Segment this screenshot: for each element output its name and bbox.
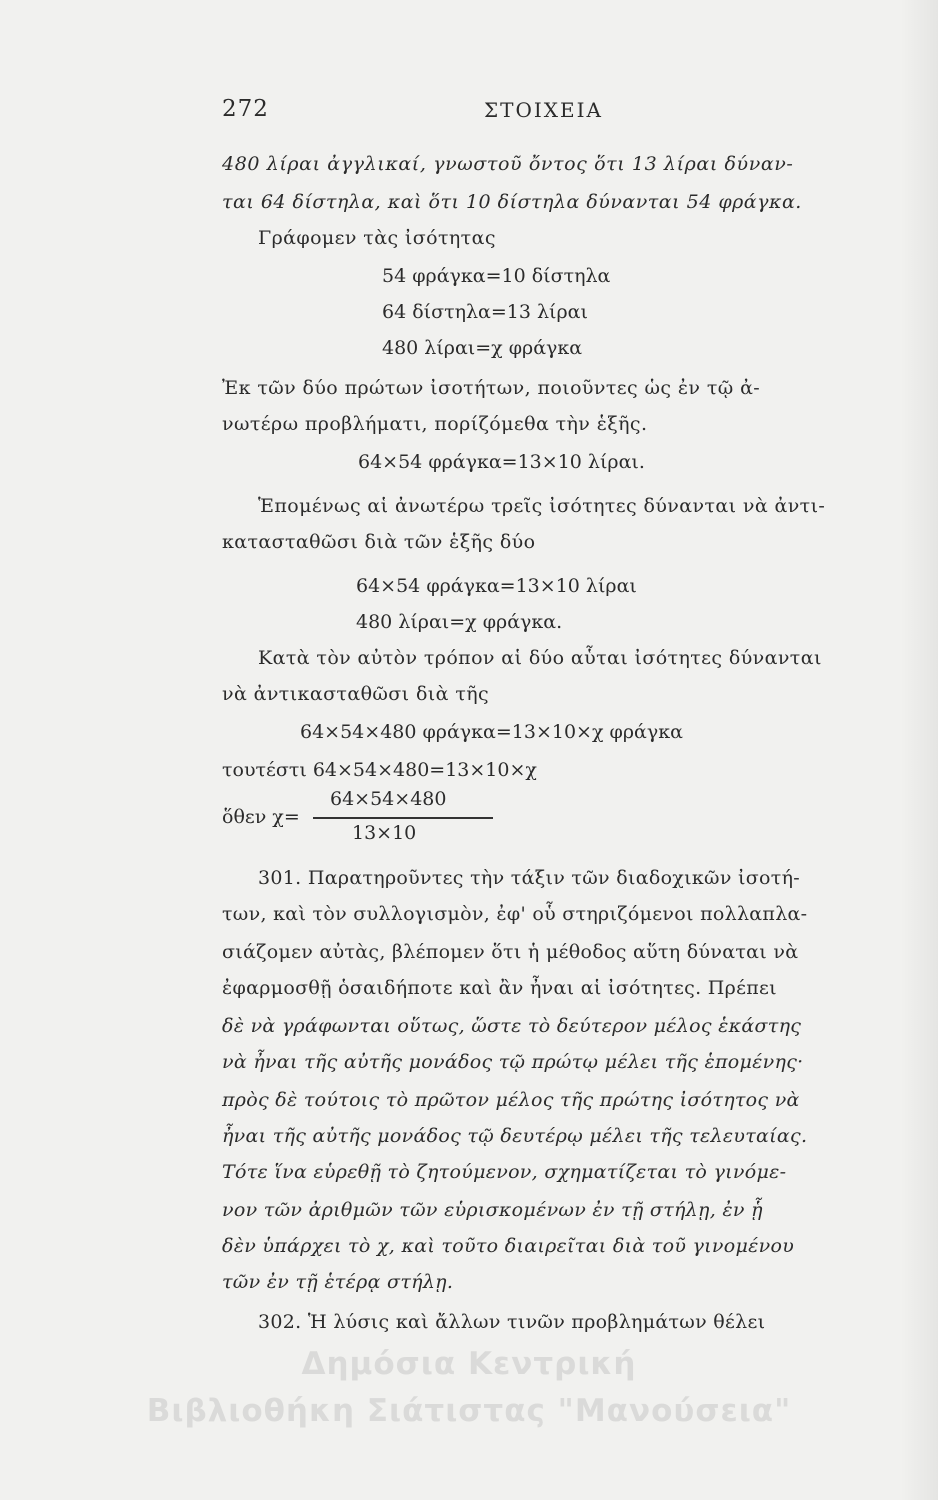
text-line: νὰ ἀντικασταθῶσι διὰ τῆς: [222, 683, 490, 705]
text-line: 301. Παρατηροῦντες τὴν τάξιν τῶν διαδοχικῶν ἰσοτή-: [258, 867, 800, 889]
equation: 54 φράγκα=10 δίστηλα: [382, 265, 611, 287]
text-line: 480 λίραι ἀγγλικαί, γνωστοῦ ὄντος ὅτι 13 λίραι δύναν-: [222, 153, 794, 175]
equation: 64×54 φράγκα=13×10 λίραι: [356, 575, 637, 597]
fraction-bar: [313, 817, 493, 819]
text-line: Τότε ἵνα εὑρεθῇ τὸ ζητούμενον, σχηματίζεται τὸ γινόμε-: [222, 1161, 787, 1183]
text-line: δὲν ὑπάρχει τὸ χ, καὶ τοῦτο διαιρεῖται διὰ τοῦ γινομένου: [222, 1235, 795, 1257]
text-line: πρὸς δὲ τούτοις τὸ πρῶτον μέλος τῆς πρώτης ἰσότητος νὰ: [222, 1089, 800, 1111]
text-line: Ἐκ τῶν δύο πρώτων ἰσοτήτων, ποιοῦντες ὡς ἐν τῷ ἀ-: [222, 377, 761, 399]
equation: 480 λίραι=χ φράγκα: [382, 337, 583, 359]
text-line: κατασταθῶσι διὰ τῶν ἑξῆς δύο: [222, 531, 536, 553]
text-line: των, καὶ τὸν συλλογισμὸν, ἐφ' οὗ στηριζόμενοι πολλαπλα-: [222, 903, 808, 925]
equation: 64 δίστηλα=13 λίραι: [382, 301, 588, 323]
equation: 64×54 φράγκα=13×10 λίραι.: [358, 451, 645, 473]
fraction-numerator: 64×54×480: [330, 788, 447, 810]
text-line: νον τῶν ἀριθμῶν τῶν εὑρισκομένων ἐν τῇ στήλῃ, ἐν ᾗ: [222, 1199, 763, 1221]
running-title: ΣΤΟΙΧΕΙΑ: [484, 98, 603, 122]
page-number: 272: [222, 96, 269, 122]
fraction-denominator: 13×10: [352, 822, 417, 844]
text-line: δὲ νὰ γράφωνται οὕτως, ὥστε τὸ δεύτερον μέλος ἑκάστης: [222, 1015, 802, 1037]
text-line: ἦναι τῆς αὐτῆς μονάδος τῷ δευτέρῳ μέλει τῆς τελευταίας.: [222, 1125, 808, 1147]
equation: 480 λίραι=χ φράγκα.: [356, 611, 563, 633]
equation: 64×54×480 φράγκα=13×10×χ φράγκα: [300, 721, 683, 743]
text-line: Γράφομεν τὰς ἰσότητας: [258, 227, 496, 249]
page-edge-shadow: [900, 0, 938, 1500]
text-line: ται 64 δίστηλα, καὶ ὅτι 10 δίστηλα δύνανται 54 φράγκα.: [222, 191, 802, 213]
text-line: Κατὰ τὸν αὐτὸν τρόπον αἱ δύο αὗται ἰσότητες δύνανται: [258, 647, 822, 669]
text-line: ἐφαρμοσθῇ ὁσαιδήποτε καὶ ἂν ἦναι αἱ ἰσότητες. Πρέπει: [222, 977, 777, 999]
text-line: Ἑπομένως αἱ ἀνωτέρω τρεῖς ἰσότητες δύνανται νὰ ἀντι-: [258, 495, 826, 517]
equation: τουτέστι 64×54×480=13×10×χ: [222, 759, 537, 781]
library-watermark-line2: Βιβλιοθήκη Σιάτιστας "Μανούσεια": [146, 1393, 792, 1429]
fraction-lead: ὅθεν χ=: [222, 806, 300, 828]
library-watermark-line1: Δημόσια Κεντρική: [301, 1346, 637, 1382]
text-line: τῶν ἐν τῇ ἑτέρᾳ στήλῃ.: [222, 1271, 454, 1293]
text-line: σιάζομεν αὐτὰς, βλέπομεν ὅτι ἡ μέθοδος αὕτη δύναται νὰ: [222, 941, 799, 963]
text-line: νωτέρω προβλήματι, πορίζόμεθα τὴν ἑξῆς.: [222, 413, 648, 435]
text-line: νὰ ἦναι τῆς αὐτῆς μονάδος τῷ πρώτῳ μέλει τῆς ἑπομένης·: [222, 1051, 804, 1073]
page-header: [222, 96, 872, 130]
text-line: 302. Ἡ λύσις καὶ ἄλλων τινῶν προβλημάτων θέλει: [258, 1311, 766, 1333]
